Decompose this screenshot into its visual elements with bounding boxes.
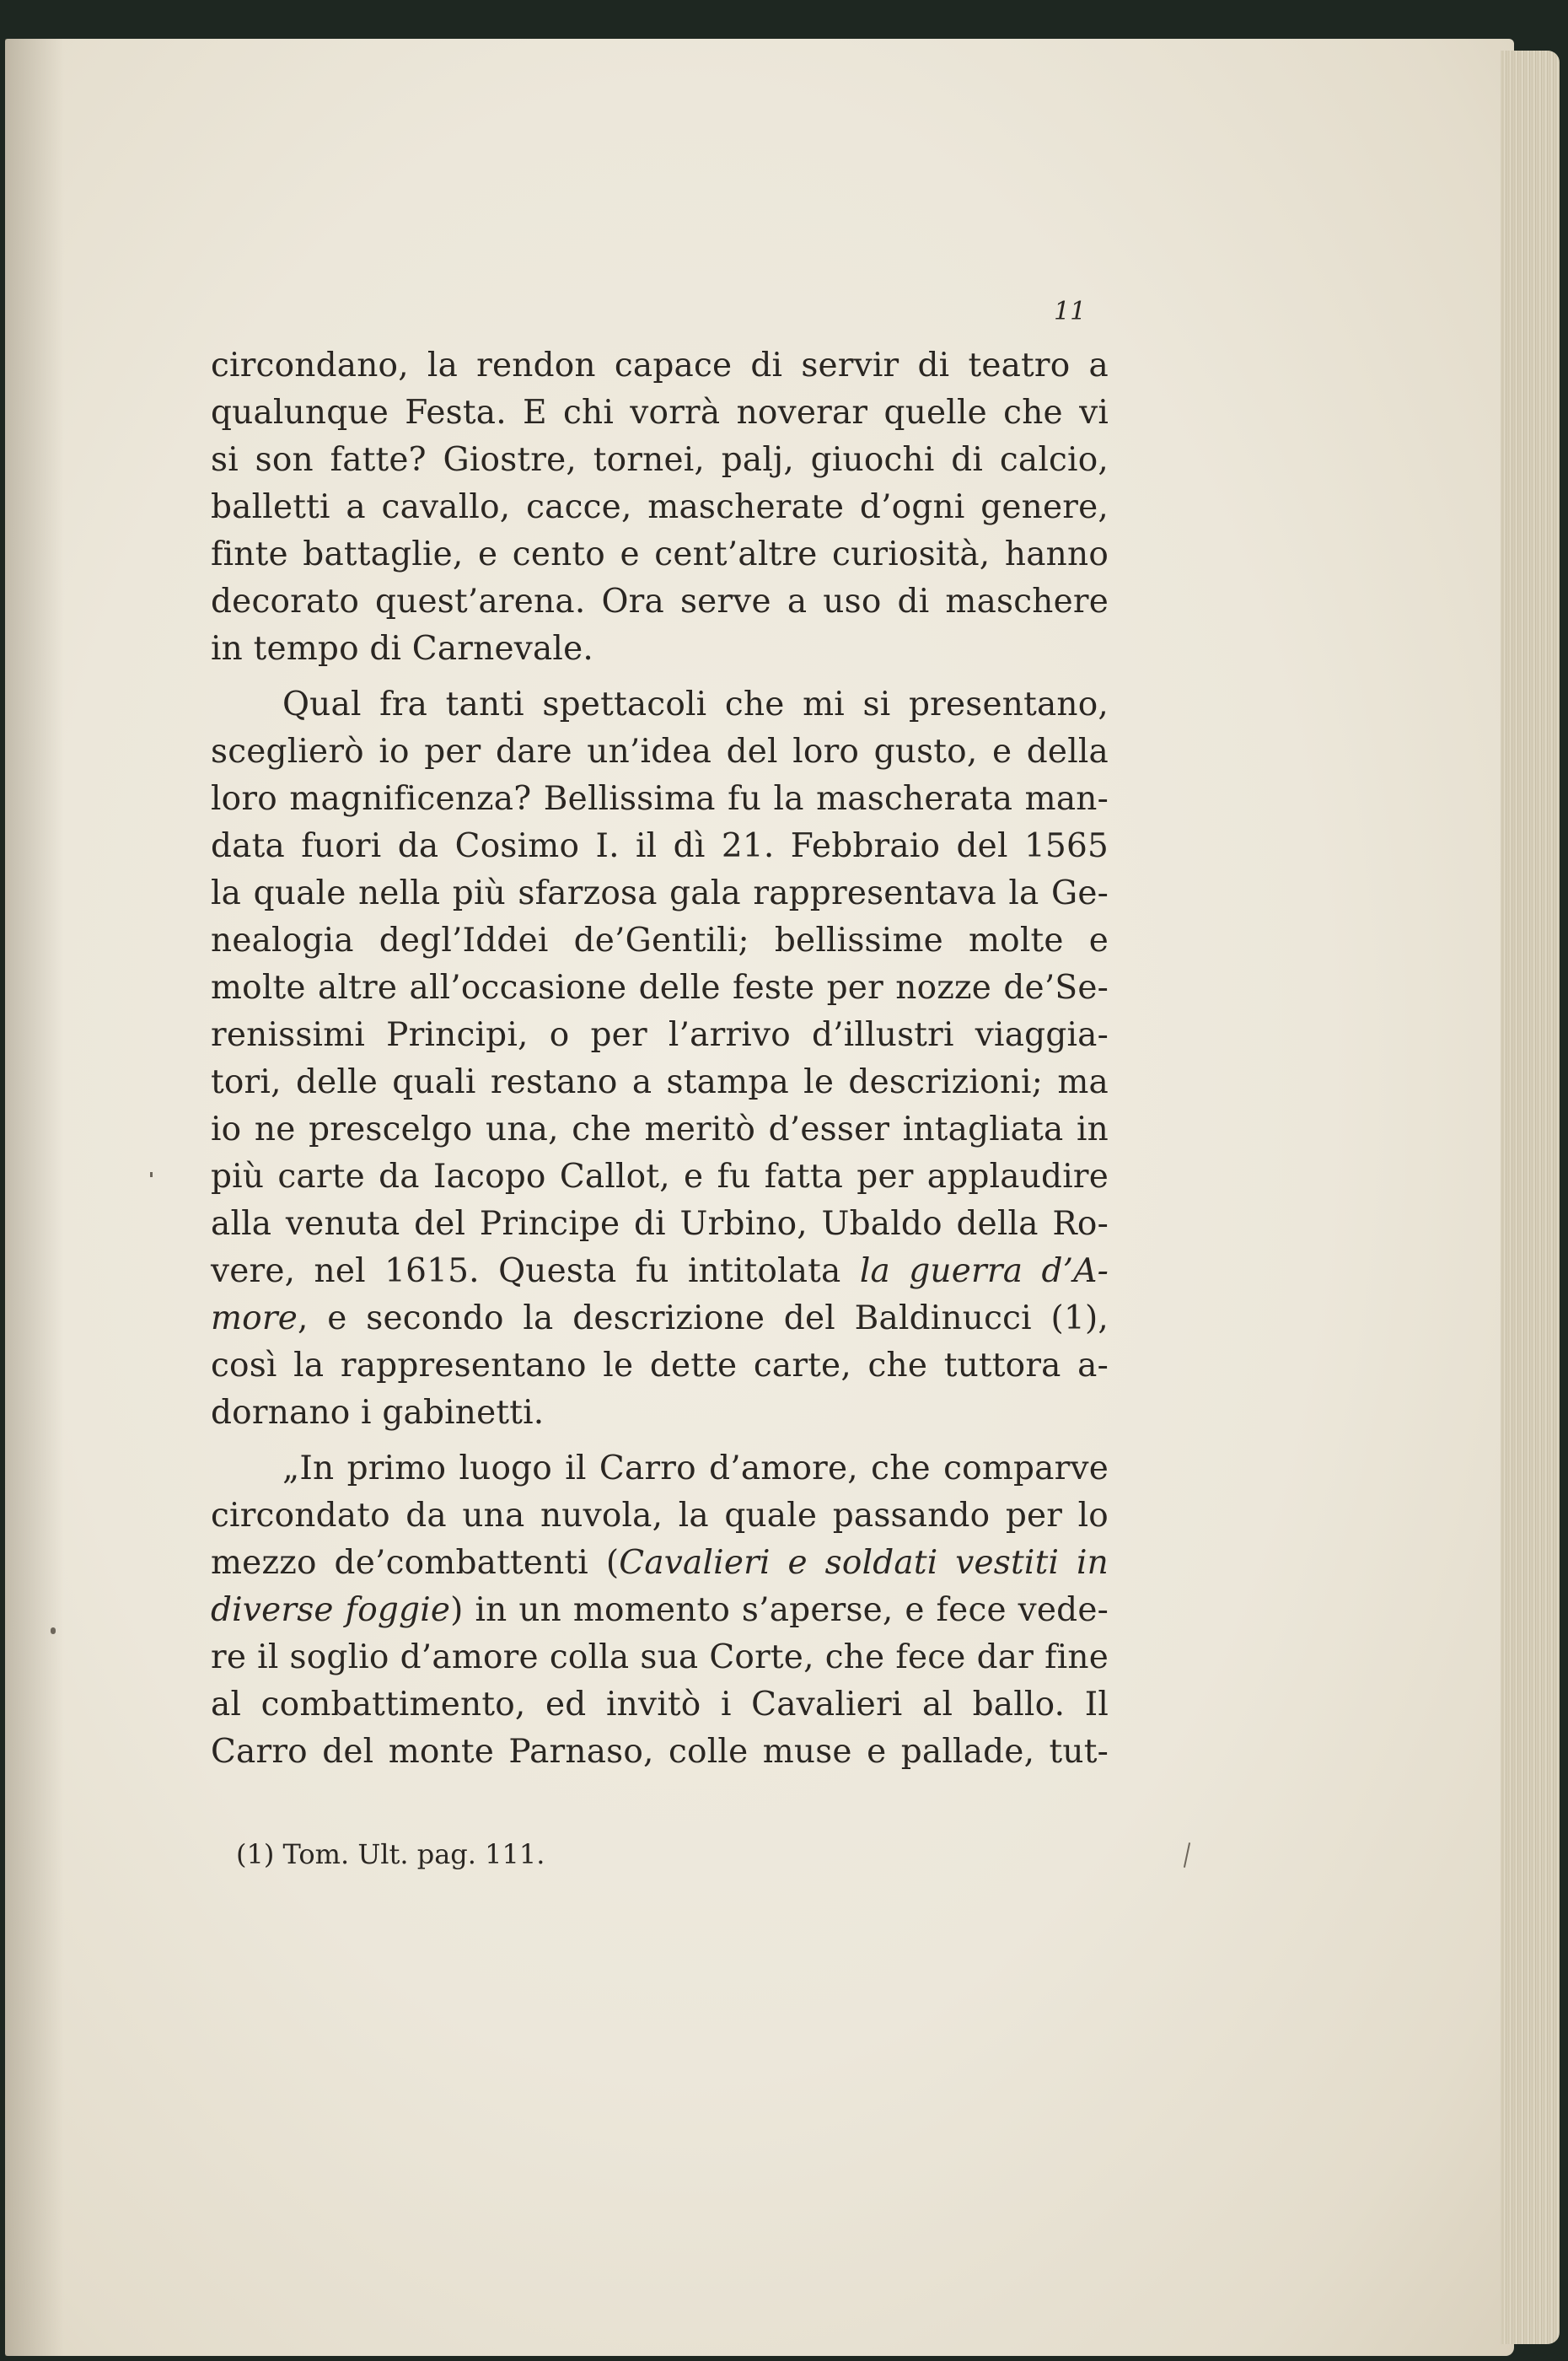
text-segment: ) in un momento s’aperse, e fece vede- — [450, 1591, 1109, 1629]
text-line: finte battaglie, e cento e cent’altre curiosità, hanno — [211, 535, 1109, 573]
page-number: 11 — [1054, 297, 1087, 326]
text-line: in tempo di Carnevale. — [211, 630, 593, 668]
footnote: (1) Tom. Ult. pag. 111. — [236, 1838, 545, 1870]
text-line: più carte da Iacopo Callot, e fu fatta per applaudire — [211, 1158, 1109, 1196]
text-line: re il soglio d’amore colla sua Corte, che fece dar fine — [211, 1638, 1109, 1676]
paper-speck — [51, 1627, 56, 1634]
text-line: circondano, la rendon capace di servir di teatro a — [211, 347, 1109, 385]
text-line: io ne prescelgo una, che meritò d’esser intagliata in — [211, 1111, 1109, 1148]
text-line-mixed — [211, 1590, 1109, 1631]
text-line: così la rappresentano le dette carte, che tuttora a- — [211, 1347, 1109, 1385]
italic-phrase: Cavalieri e soldati vestiti in — [619, 1544, 1109, 1582]
text-line-mixed — [211, 1251, 1109, 1292]
binding-shadow — [5, 39, 64, 2356]
text-line: Carro del monte Parnaso, colle muse e pallade, tut- — [211, 1733, 1109, 1771]
text-line-mixed — [211, 1543, 1109, 1584]
text-line: loro magnificenza? Bellissima fu la mascherata man- — [211, 780, 1109, 818]
text-line: qualunque Festa. E chi vorrà noverar quelle che vi — [211, 394, 1109, 432]
paragraph-start-line: „In primo luogo il Carro d’amore, che comparve — [282, 1449, 1109, 1487]
text-line: tori, delle quali restano a stampa le descrizioni; ma — [211, 1063, 1109, 1101]
paragraph-start-line: Qual fra tanti spettacoli che mi si presentano, — [282, 686, 1109, 723]
text-line: nealogia degl’Iddei de’Gentili; bellissime molte e — [211, 922, 1109, 960]
text-line: si son fatte? Giostre, tornei, palj, giuochi di calcio, — [211, 441, 1109, 479]
page-edges — [1501, 51, 1560, 2344]
text-segment: mezzo de’combattenti ( — [211, 1544, 620, 1582]
text-line: molte altre all’occasione delle feste per nozze de’Se- — [211, 969, 1109, 1007]
text-segment: , e secondo la descrizione del Baldinucci (1), — [298, 1299, 1109, 1337]
text-line: dornano i gabinetti. — [211, 1394, 545, 1432]
italic-phrase: diverse foggie — [211, 1591, 451, 1629]
text-segment: vere, nel 1615. Questa fu intitolata — [211, 1252, 841, 1290]
text-line: data fuori da Cosimo I. il dì 21. Febbraio del 1565 — [211, 827, 1109, 865]
text-line: decorato quest’arena. Ora serve a uso di maschere — [211, 583, 1109, 621]
text-line: circondato da una nuvola, la quale passando per lo — [211, 1497, 1109, 1535]
text-line: alla venuta del Principe di Urbino, Ubaldo della Ro- — [211, 1205, 1109, 1243]
text-line: sceglierò io per dare un’idea del loro gusto, e della — [211, 733, 1109, 771]
page-leaf — [5, 39, 1514, 2356]
text-line: renissimi Principi, o per l’arrivo d’illustri viaggia- — [211, 1016, 1109, 1054]
text-line: la quale nella più sfarzosa gala rappresentava la Ge- — [211, 874, 1109, 912]
text-line-mixed — [211, 1299, 1109, 1339]
paper-speck — [150, 1172, 153, 1177]
text-line: al combattimento, ed invitò i Cavalieri al ballo. Il — [211, 1686, 1109, 1724]
title-italic: more — [211, 1299, 298, 1337]
text-line: balletti a cavallo, cacce, mascherate d’ogni genere, — [211, 488, 1109, 526]
title-italic: la guerra d’A- — [859, 1252, 1109, 1290]
